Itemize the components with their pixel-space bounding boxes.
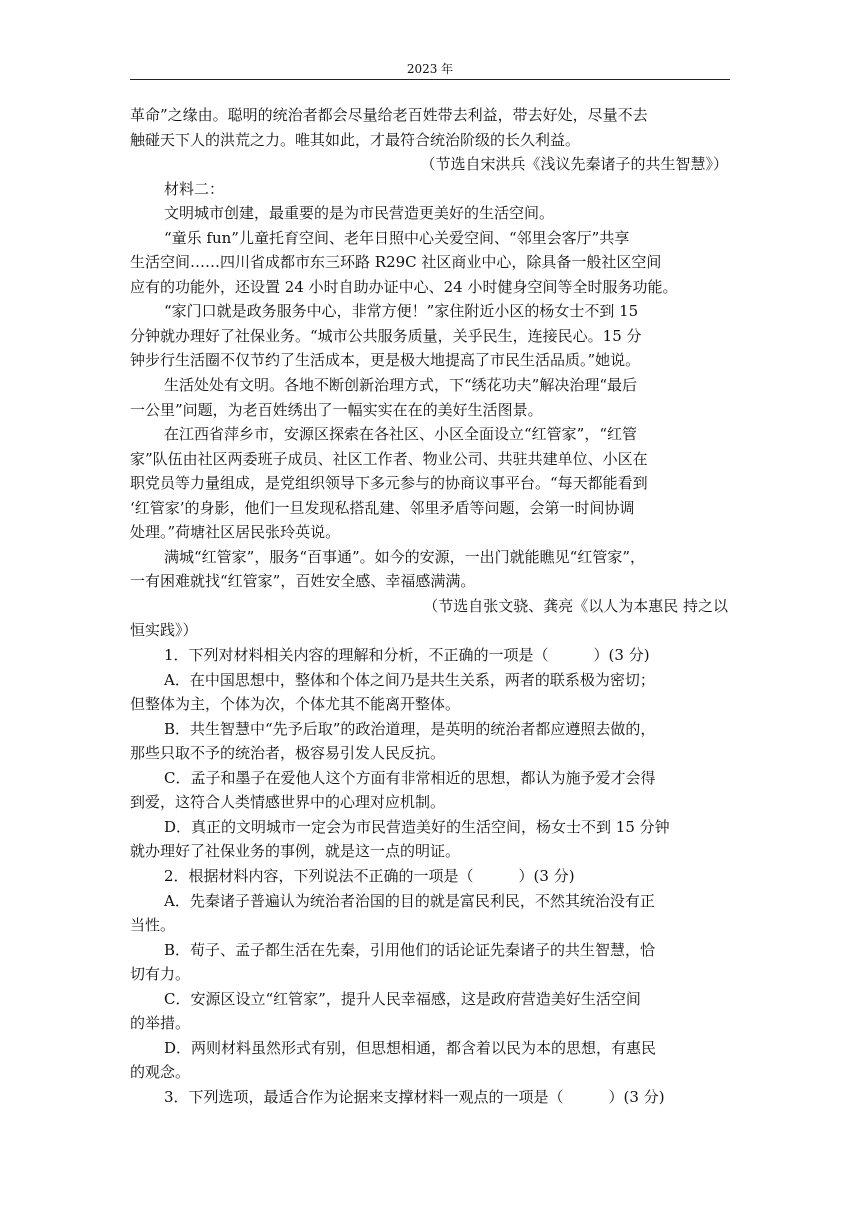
text-line: 生活处处有文明。各地不断创新治理方式，下“绣花功夫”解决治理“最后 [164, 376, 638, 395]
question-2: 2．根据材料内容，下列说法不正确的一项是（ ）(3 分) [164, 866, 575, 885]
q1-option-c: C．孟子和墨子在爱他人这个方面有非常相近的思想，都认为施予爱才会得 [164, 768, 656, 787]
q1-option-a: A．在中国思想中，整体和个体之间乃是共生关系，两者的联系极为密切； [164, 670, 655, 689]
q1-option-c-cont: 到爱，这符合人类情感世界中的心理对应机制。 [130, 793, 446, 812]
header-year: 2023 年 [406, 62, 454, 76]
text-line: 在江西省萍乡市，安源区探索在各社区、小区全面设立“红管家”，“红管 [164, 425, 638, 444]
text-line: 触碰天下人的洪荒之力。唯其如此，才最符合统治阶级的长久利益。 [130, 130, 581, 149]
q1-option-b-cont: 那些只取不予的统治者，极容易引发人民反抗。 [130, 744, 446, 763]
q1-option-b: B．共生智慧中“先予后取”的政治道理，是英明的统治者都应遵照去做的， [164, 719, 656, 738]
text-line: “家门口就是政务服务中心，非常方便！”家住附近小区的杨女士不到 15 [164, 302, 639, 321]
text-line: 处理。”荷塘社区居民张玲英说。 [130, 523, 341, 542]
question-3: 3．下列选项，最适合作为论据来支撑材料一观点的一项是（ ）(3 分) [164, 1087, 665, 1106]
source-citation-cont: 恒实践》） [130, 621, 198, 640]
text-line: 分钟就办理好了社保业务。“城市公共服务质量，关乎民生，连接民心。15 分 [130, 326, 642, 345]
text-line: 满城“红管家”，服务“百事通”。如今的安源，一出门就能瞧见“红管家”， [164, 547, 646, 566]
source-citation: （节选自宋洪兵《浅议先秦诸子的共生智慧》） [420, 155, 728, 174]
text-line: ‘红管家’的身影，他们一旦发现私搭乱建、邻里矛盾等问题，会第一时间协调 [130, 498, 635, 517]
text-line: 革命”之缘由。聪明的统治者都会尽量给老百姓带去利益，带去好处，尽量不去 [130, 106, 648, 124]
q1-option-d-cont: 就办理好了社保业务的事例，就是这一点的明证。 [130, 842, 461, 861]
q2-option-a: A．先秦诸子普遍认为统治者治国的目的就是富民利民，不然其统治没有正 [164, 891, 655, 910]
text-line: 生活空间……四川省成都市东三环路 R29C 社区商业中心，除具备一般社区空间 [130, 253, 662, 272]
document-body [130, 103, 730, 1109]
text-line: 一公里”问题，为老百姓绣出了一幅实实在在的美好生活图景。 [130, 400, 543, 419]
q2-option-c: C．安源区设立“红管家”，提升人民幸福感，这是政府营造美好生活空间 [164, 989, 641, 1008]
text-line: 家”队伍由社区两委班子成员、社区工作者、物业公司、共驻共建单位、小区在 [130, 449, 648, 468]
q2-option-a-cont: 当性。 [130, 916, 176, 935]
text-line: 文明城市创建，最重要的是为市民营造更美好的生活空间。 [164, 204, 555, 223]
q2-option-b-cont: 切有力。 [130, 965, 191, 984]
text-line: 职党员等力量组成，是党组织领导下多元参与的协商议事平台。“每天都能看到 [130, 474, 648, 493]
source-citation: （节选自张文骁、龚亮《以人为本惠民 持之以 [423, 596, 728, 615]
q2-option-d: D．两则材料虽然形式有别，但思想相通，都含着以民为本的思想，有惠民 [164, 1038, 657, 1057]
text-line: 一有困难就找“红管家”，百姓安全感、幸福感满满。 [130, 572, 476, 591]
section-heading: 材料二： [164, 179, 225, 198]
q2-option-c-cont: 的举措。 [130, 1014, 191, 1033]
q1-option-d: D．真正的文明城市一定会为市民营造美好的生活空间，杨女士不到 15 分钟 [164, 817, 670, 836]
q2-option-b: B．荀子、孟子都生活在先秦，引用他们的话论证先秦诸子的共生智慧，恰 [164, 940, 656, 959]
text-line: 钟步行生活圈不仅节约了生活成本，更是极大地提高了市民生活品质。”她说。 [130, 351, 641, 370]
q2-option-d-cont: 的观念。 [130, 1063, 191, 1082]
header-rule [130, 79, 730, 80]
q1-option-a-cont: 但整体为主，个体为次，个体尤其不能离开整体。 [130, 695, 461, 714]
text-line: “童乐 fun”儿童托育空间、老年日照中心关爱空间、“邻里会客厅”共享 [164, 228, 630, 247]
question-1: 1．下列对材料相关内容的理解和分析，不正确的一项是（ ）(3 分) [164, 646, 650, 665]
text-line: 应有的功能外，还设置 24 小时自助办证中心、24 小时健身空间等全时服务功能。 [130, 277, 678, 296]
